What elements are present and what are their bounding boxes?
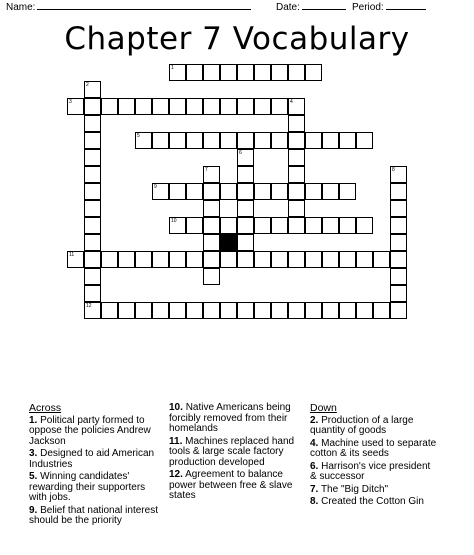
grid-cell[interactable] xyxy=(84,200,101,217)
grid-cell[interactable] xyxy=(237,183,254,200)
grid-cell[interactable] xyxy=(373,251,390,268)
grid-cell[interactable] xyxy=(84,115,101,132)
grid-cell[interactable] xyxy=(169,132,186,149)
clue-number: 1 xyxy=(171,65,174,71)
grid-cell[interactable] xyxy=(118,302,135,319)
grid-cell[interactable] xyxy=(186,64,203,81)
clue-number: 2 xyxy=(86,82,89,88)
date-label: Date: xyxy=(276,2,300,13)
down-heading: Down xyxy=(310,402,337,414)
grid-cell[interactable] xyxy=(390,217,407,234)
grid-cell[interactable] xyxy=(356,217,373,234)
grid-cell[interactable] xyxy=(305,183,322,200)
grid-cell[interactable] xyxy=(237,234,254,251)
grid-cell[interactable] xyxy=(373,302,390,319)
grid-cell[interactable] xyxy=(305,217,322,234)
clue-number: 10 xyxy=(171,218,177,224)
across-clue: 11. Machines replaced hand tools & large scale factory production developed xyxy=(169,435,295,468)
clue-number: 9 xyxy=(154,184,157,190)
across-clue: 3. Designed to aid American Industries xyxy=(29,448,155,470)
across-clue: 12. Agreement to balance power between free & slave states xyxy=(169,469,293,501)
page-title: Chapter 7 Vocabulary xyxy=(64,21,410,57)
grid-cell[interactable] xyxy=(288,217,305,234)
grid-cell[interactable] xyxy=(288,64,305,81)
across-clues xyxy=(29,403,159,529)
across-clue: 5. Winning candidates' rewarding their supporters with jobs. xyxy=(29,471,146,503)
grid-cell[interactable] xyxy=(84,217,101,234)
grid-cell[interactable] xyxy=(254,251,271,268)
grid-cell[interactable] xyxy=(322,217,339,234)
black-square xyxy=(220,234,237,251)
down-clue: 7. The "Big Ditch" xyxy=(310,483,389,495)
grid-cell[interactable] xyxy=(203,234,220,251)
grid-cell[interactable] xyxy=(288,149,305,166)
grid-cell[interactable] xyxy=(84,268,101,285)
grid-cell[interactable] xyxy=(390,285,407,302)
grid-cell[interactable] xyxy=(220,251,237,268)
grid-cell[interactable] xyxy=(305,302,322,319)
grid-cell[interactable] xyxy=(84,251,101,268)
grid-cell[interactable] xyxy=(356,302,373,319)
grid-cell[interactable] xyxy=(203,251,220,268)
down-clue: 8. Created the Cotton Gin xyxy=(310,496,424,507)
grid-cell[interactable] xyxy=(203,64,220,81)
period-label: Period: xyxy=(352,2,384,13)
grid-cell[interactable] xyxy=(101,302,118,319)
grid-cell[interactable] xyxy=(84,166,101,183)
grid-cell[interactable] xyxy=(237,149,254,166)
name-label: Name: xyxy=(6,2,36,13)
grid-cell[interactable] xyxy=(220,183,237,200)
clue-number: 7 xyxy=(205,167,208,173)
down-clues xyxy=(310,403,438,510)
grid-cell[interactable] xyxy=(271,251,288,268)
grid-cell[interactable] xyxy=(254,183,271,200)
grid-cell[interactable] xyxy=(237,132,254,149)
grid-cell[interactable] xyxy=(203,166,220,183)
grid-cell[interactable] xyxy=(254,98,271,115)
grid-cell[interactable] xyxy=(186,183,203,200)
grid-cell[interactable] xyxy=(237,302,254,319)
grid-cell[interactable] xyxy=(135,251,152,268)
grid-cell[interactable] xyxy=(390,166,407,183)
grid-cell[interactable] xyxy=(339,217,356,234)
grid-cell[interactable] xyxy=(84,234,101,251)
grid-cell[interactable] xyxy=(339,302,356,319)
grid-cell[interactable] xyxy=(390,251,407,268)
grid-cell[interactable] xyxy=(254,217,271,234)
grid-cell[interactable] xyxy=(135,132,152,149)
grid-cell[interactable] xyxy=(390,200,407,217)
down-clue: 6. Harrison's vice president & successor xyxy=(310,460,431,482)
grid-cell[interactable] xyxy=(118,251,135,268)
grid-cell[interactable] xyxy=(271,302,288,319)
grid-cell[interactable] xyxy=(271,183,288,200)
grid-cell[interactable] xyxy=(288,251,305,268)
grid-cell[interactable] xyxy=(271,217,288,234)
grid-cell[interactable] xyxy=(390,234,407,251)
grid-cell[interactable] xyxy=(203,98,220,115)
grid-cell[interactable] xyxy=(203,132,220,149)
grid-cell[interactable] xyxy=(220,64,237,81)
grid-cell[interactable] xyxy=(152,132,169,149)
grid-cell[interactable] xyxy=(322,183,339,200)
grid-cell[interactable] xyxy=(169,64,186,81)
clue-number: 5 xyxy=(137,133,140,139)
clue-number: 8 xyxy=(392,167,395,173)
grid-cell[interactable] xyxy=(203,302,220,319)
grid-cell[interactable] xyxy=(237,64,254,81)
grid-cell[interactable] xyxy=(288,132,305,149)
grid-cell[interactable] xyxy=(118,98,135,115)
grid-cell[interactable] xyxy=(67,98,84,115)
grid-cell[interactable] xyxy=(305,251,322,268)
clue-number: 6 xyxy=(239,150,242,156)
grid-cell[interactable] xyxy=(84,81,101,98)
grid-cell[interactable] xyxy=(169,98,186,115)
grid-cell[interactable] xyxy=(254,132,271,149)
clue-number: 12 xyxy=(86,303,92,309)
grid-cell[interactable] xyxy=(203,268,220,285)
down-clue: 4. Machine used to separate cotton & its seeds xyxy=(310,437,437,459)
grid-cell[interactable] xyxy=(203,183,220,200)
clue-number: 3 xyxy=(69,99,72,105)
across-heading: Across xyxy=(29,402,62,414)
grid-cell[interactable] xyxy=(390,268,407,285)
grid-cell[interactable] xyxy=(186,98,203,115)
grid-cell[interactable] xyxy=(169,302,186,319)
grid-cell[interactable] xyxy=(169,251,186,268)
grid-cell[interactable] xyxy=(271,98,288,115)
grid-cell[interactable] xyxy=(288,98,305,115)
grid-cell[interactable] xyxy=(186,302,203,319)
across-clue: 9. Belief that national interest should be the priority xyxy=(29,504,158,526)
grid-cell[interactable] xyxy=(305,64,322,81)
grid-cell[interactable] xyxy=(135,98,152,115)
grid-cell[interactable] xyxy=(84,302,101,319)
grid-cell[interactable] xyxy=(84,183,101,200)
grid-cell[interactable] xyxy=(322,251,339,268)
across-clues-continued xyxy=(169,403,297,504)
clue-number: 4 xyxy=(290,99,293,105)
grid-cell[interactable] xyxy=(237,200,254,217)
grid-cell[interactable] xyxy=(237,217,254,234)
grid-cell[interactable] xyxy=(237,251,254,268)
grid-cell[interactable] xyxy=(288,200,305,217)
grid-cell[interactable] xyxy=(254,64,271,81)
grid-cell[interactable] xyxy=(271,64,288,81)
grid-cell[interactable] xyxy=(288,302,305,319)
grid-cell[interactable] xyxy=(152,98,169,115)
grid-cell[interactable] xyxy=(339,251,356,268)
grid-cell[interactable] xyxy=(237,166,254,183)
grid-cell[interactable] xyxy=(271,132,288,149)
grid-cell[interactable] xyxy=(152,302,169,319)
grid-cell[interactable] xyxy=(288,183,305,200)
grid-cell[interactable] xyxy=(203,217,220,234)
grid-cell[interactable] xyxy=(322,132,339,149)
grid-cell[interactable] xyxy=(135,302,152,319)
grid-cell[interactable] xyxy=(288,115,305,132)
across-clue: 10. Native Americans being forcibly removed from their homelands xyxy=(169,402,291,434)
grid-cell[interactable] xyxy=(220,302,237,319)
across-clue: 1. Political party formed to oppose the policies Andrew Jackson xyxy=(29,414,151,447)
grid-cell[interactable] xyxy=(67,251,84,268)
grid-cell[interactable] xyxy=(152,251,169,268)
down-clue: 2. Production of a large quantity of goods xyxy=(310,414,414,436)
grid-cell[interactable] xyxy=(339,132,356,149)
grid-cell[interactable] xyxy=(186,217,203,234)
grid-cell[interactable] xyxy=(84,149,101,166)
grid-cell[interactable] xyxy=(84,98,101,115)
grid-cell[interactable] xyxy=(288,166,305,183)
grid-cell[interactable] xyxy=(152,183,169,200)
grid-cell[interactable] xyxy=(186,251,203,268)
grid-cell[interactable] xyxy=(339,183,356,200)
grid-cell[interactable] xyxy=(390,183,407,200)
grid-cell[interactable] xyxy=(101,251,118,268)
grid-cell[interactable] xyxy=(220,217,237,234)
grid-cell[interactable] xyxy=(237,98,254,115)
grid-cell[interactable] xyxy=(305,132,322,149)
grid-cell[interactable] xyxy=(84,285,101,302)
clue-number: 11 xyxy=(69,252,75,258)
grid-cell[interactable] xyxy=(254,302,271,319)
grid-cell[interactable] xyxy=(101,98,118,115)
grid-cell[interactable] xyxy=(322,302,339,319)
grid-cell[interactable] xyxy=(220,98,237,115)
grid-cell[interactable] xyxy=(390,302,407,319)
grid-cell[interactable] xyxy=(186,132,203,149)
grid-cell[interactable] xyxy=(220,132,237,149)
grid-cell[interactable] xyxy=(203,200,220,217)
grid-cell[interactable] xyxy=(84,132,101,149)
grid-cell[interactable] xyxy=(169,217,186,234)
grid-cell[interactable] xyxy=(356,132,373,149)
grid-cell[interactable] xyxy=(356,251,373,268)
grid-cell[interactable] xyxy=(169,183,186,200)
